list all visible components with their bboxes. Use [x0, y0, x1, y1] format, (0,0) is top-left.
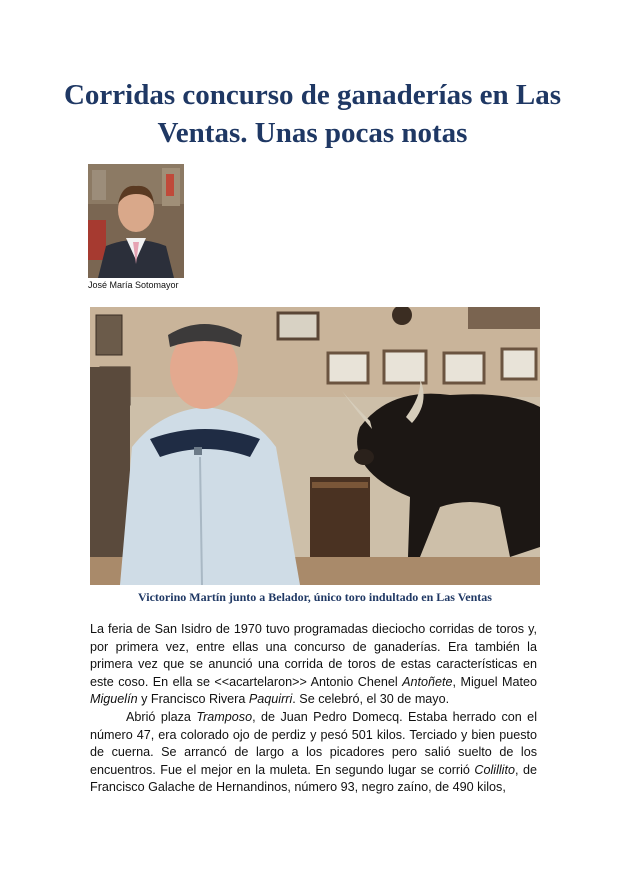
italic-text: Miguelín	[90, 692, 138, 707]
text-run: , de Juan Pedro Domecq. Estaba herrado con el número 47, era colorado ojo de perdiz y pesó 501 kilos. Terciado y bien puesto de cuerna. Se arrancó de largo a los picadores pero salió suelto de los encuentros. Fue el mejor en la muleta. En segundo lugar se corrió	[90, 709, 537, 777]
text-run: , Miguel Mateo	[452, 674, 537, 689]
text-run: y Francisco Rivera	[137, 692, 249, 707]
text-run: . Se celebró, el 30 de mayo.	[292, 692, 450, 707]
article-body	[90, 621, 537, 797]
text-run: , de Francisco Galache de Hernandinos, número 93, negro zaíno, de 490 kilos,	[90, 762, 537, 795]
author-caption: José María Sotomayor	[88, 280, 179, 290]
text-run: La feria de San Isidro de 1970 tuvo programadas dieciocho corridas de toros y, por primera vez, entre ellas una concurso de ganaderías. Era también la primera vez que se anunció una corrida de toros de estas características en este coso. En ella se <<acartelaron>> Antonio Chenel	[90, 622, 537, 689]
article-title: Corridas concurso de ganaderías en Las Ventas. Unas pocas notas	[63, 79, 562, 149]
author-photo	[88, 164, 184, 278]
text-run: Abrió plaza	[126, 709, 197, 724]
photo-caption: Victorino Martín junto a Belador, único toro indultado en Las Ventas	[138, 590, 492, 604]
italic-text: Paquirri	[248, 692, 293, 707]
body-paragraph	[90, 709, 537, 797]
italic-text: Antoñete	[402, 674, 453, 689]
main-photo	[90, 307, 540, 585]
body-paragraph	[90, 621, 537, 709]
italic-text: Tramposo	[196, 709, 253, 724]
italic-text: Colillito	[474, 762, 515, 777]
